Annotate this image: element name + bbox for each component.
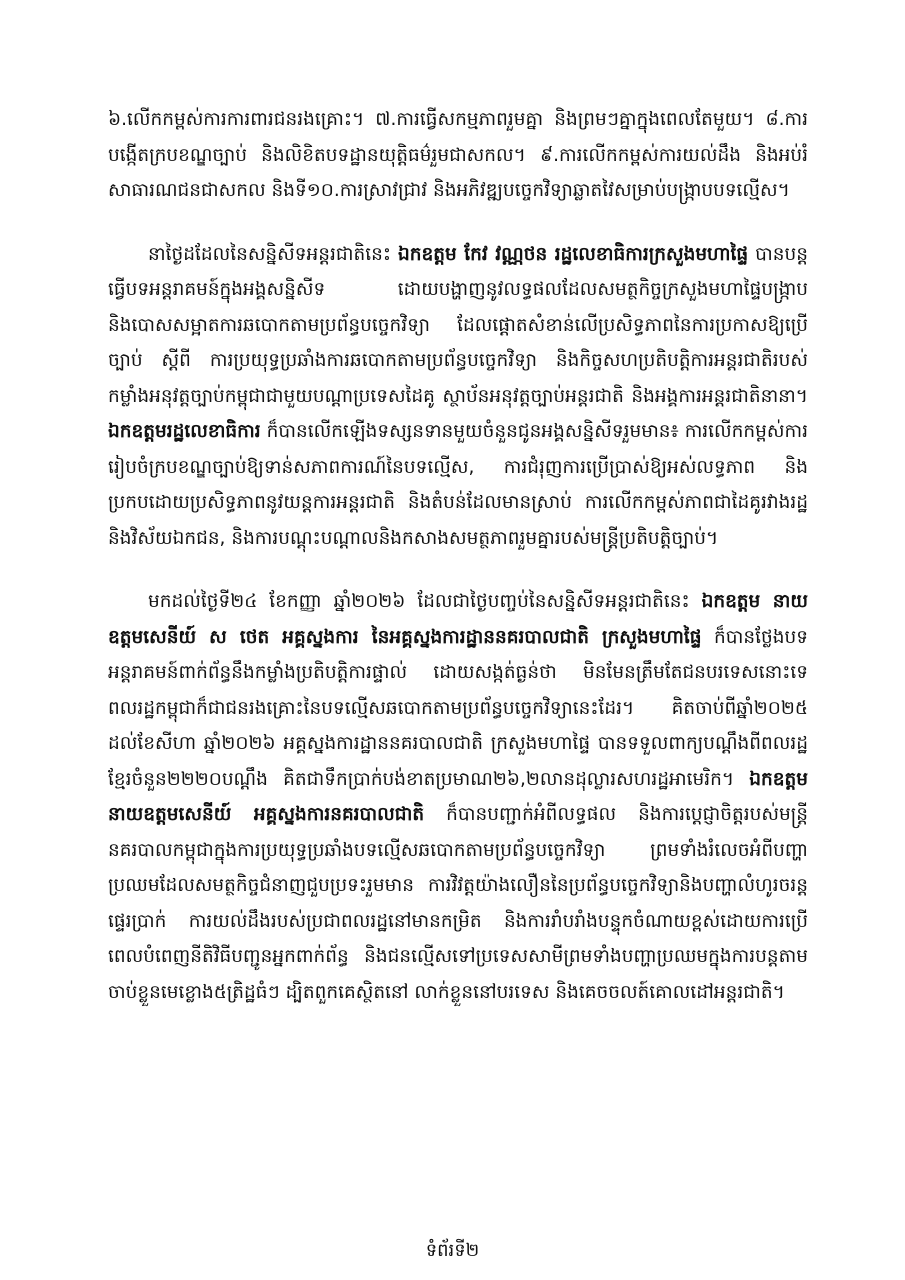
document-body xyxy=(108,102,808,1038)
official-name-bold: ឯកឧត្តម កែវ វណ្ណថន រដ្ឋលេខាធិការក្រសួងមហាផ្ទៃ xyxy=(397,243,749,265)
paragraph-3 xyxy=(108,584,808,1010)
paragraph-text: មកដល់ថ្ងៃទី២៤ ខែកញ្ញា ឆ្នាំ២០២៦ ដែលជាថ្ងៃបញ្ចប់នៃសន្និសីទអន្តរជាតិនេះ xyxy=(148,591,702,612)
paragraph-text: បានបន្តធ្វើបទអន្តរាគមន៍ក្នុងអង្គសន្និសីទ ដោយបង្ហាញនូវលទ្ធផលដែលសមត្ថកិច្ចក្រសួងមហាផ្ទៃបង្ក្រាប និងបោសសម្អាតការឆបោកតាមប្រព័ន្ធបច្ចេកវិទ្យា ដែលផ្តោតសំខាន់លើប្រសិទ្ធភាពនៃការប្រកាសឱ្យប្រើច្បាប់ ស្តីពី ការប្រយុទ្ធប្រឆាំងការឆបោកតាមប្រព័ន្ធបច្ចេកវិទ្យា និងកិច្ចសហប្រតិបត្តិការអន្តរជាតិរបស់កម្លាំងអនុវត្តច្បាប់កម្ពុជាជាមួយបណ្តាប្រទេសដៃគូ ស្ថាប័នអនុវត្តច្បាប់អន្តរជាតិ និងអង្គការអន្តរជាតិនានា។ xyxy=(108,243,808,407)
paragraph-text: ក៏បានលើកឡើងទស្សនទានមួយចំនួនជូនអង្គសន្និសីទរួមមាន៖ ការលើកកម្ពស់ការរៀបចំក្របខណ្ឌច្បាប់ឱ្យទាន់សភាពការណ៍នៃបទល្មើស, ការជំរុញការប្រើប្រាស់ឱ្យអស់លទ្ធភាព និងប្រកបដោយប្រសិទ្ធភាពនូវយន្តការអន្តរជាតិ និងតំបន់ដែលមានស្រាប់ ការលើកកម្ពស់ភាពជាដៃគូរវាងរដ្ឋនិងវិស័យឯកជន, និងការបណ្តុះបណ្តាលនិងកសាងសមត្ថភាពរួមគ្នារបស់មន្ត្រីប្រតិបត្តិច្បាប់។ xyxy=(108,421,808,549)
page-number: ទំព័រទី២ xyxy=(425,1240,480,1261)
official-title-bold: ឯកឧត្តម នាយឧត្តមសេនីយ៍ អគ្គស្នងការនគរបាលជាតិ xyxy=(108,768,808,825)
official-name-bold: ឯកឧត្តម នាយឧត្តមសេនីយ៍ ស ថេត អគ្គស្នងការ នៃអគ្គស្នងការដ្ឋាននគរបាលជាតិ ក្រសួងមហាផ្ទៃ xyxy=(108,591,808,648)
paragraph-text: ក៏បានបញ្ជាក់អំពីលទ្ធផល និងការប្តេជ្ញាចិត្តរបស់មន្ត្រីនគរបាលកម្ពុជាក្នុងការប្រយុទ្ធប្រឆាំងបទល្មើសឆបោកតាមប្រព័ន្ធបច្ចេកវិទ្យា ព្រមទាំងរំលេចអំពីបញ្ហាប្រឈមដែលសមត្ថកិច្ចជំនាញជួបប្រទះរួមមាន ការវិវត្តយ៉ាងលឿននៃប្រព័ន្ធបច្ចេកវិទ្យានិងបញ្ហាលំហូរចរន្តផ្ទេរប្រាក់ ការយល់ដឹងរបស់ប្រជាពលរដ្ឋនៅមានកម្រិត និងការរាំបរាំងបន្ទុកចំណាយខ្ពស់ដោយការប្រើពេលបំពេញនីតិវិធីបញ្ជូនអ្នកពាក់ព័ន្ធ និងជនល្មើសទៅប្រទេសសាមីព្រមទាំងបញ្ហាប្រឈមក្នុងការបន្តតាមចាប់ខ្លួនមេខ្លោង៥ត្រិដ្ឋធំៗ ដ្បិតពួកគេស្ថិតនៅ លាក់ខ្លួននៅបរទេស និងគេចចលត៍គោលដៅអន្តរជាតិ។ xyxy=(108,804,808,1003)
paragraph-1 xyxy=(108,102,808,209)
official-title-bold: ឯកឧត្តមរដ្ឋលេខាធិការ xyxy=(108,421,261,442)
paragraph-text: ៦.លើកកម្ពស់ការការពារជនរងគ្រោះ។ ៧.ការធ្វើសកម្មភាពរួមគ្នា និងព្រមៗគ្នាក្នុងពេលតែមួយ។ ៨.ការបង្កើតក្របខណ្ឌច្បាប់ និងលិខិតបទដ្ឋានយុត្តិធម៌រួមជាសកល។ ៩.ការលើកកម្ពស់ការយល់ដឹង និងអប់រំសាធារណជនជាសកល និងទី១០.ការស្រាវជ្រាវ និងអភិវឌ្ឍបច្ចេកវិទ្យាឆ្លាតវៃសម្រាប់បង្ក្រាបបទល្មើស។ xyxy=(108,109,808,201)
paragraph-2 xyxy=(108,237,808,557)
paragraph-text: ក៏បានថ្លែងបទអន្តរាគមន៍ពាក់ព័ន្ធនឹងកម្លាំងប្រតិបត្តិការផ្ទាល់ ដោយសង្កត់ធ្ងន់ថា មិនមែនត្រឹមតែជនបរទេសនោះទេ ពលរដ្ឋកម្ពុជាក៏ជាជនរងគ្រោះនៃបទល្មើសឆបោកតាមប្រព័ន្ធបច្ចេកវិទ្យានេះដែរ។ គិតចាប់ពីឆ្នាំ២០២៥ ដល់ខែសីហា ឆ្នាំ២០២៦ អគ្គស្នងការដ្ឋាននគរបាលជាតិ ក្រសួងមហាផ្ទៃ បានទទួលពាក្យបណ្តឹងពីពលរដ្ឋខ្មែរចំនួន២២២០បណ្តឹង គិតជាទឹកប្រាក់បង់ខាតប្រមាណ២៦,២លានដុល្លារសហរដ្ឋអាមេរិក។ xyxy=(108,626,808,790)
paragraph-text: នាថ្ងៃដដែលនៃសន្និសីទអន្តរជាតិនេះ xyxy=(148,243,398,265)
